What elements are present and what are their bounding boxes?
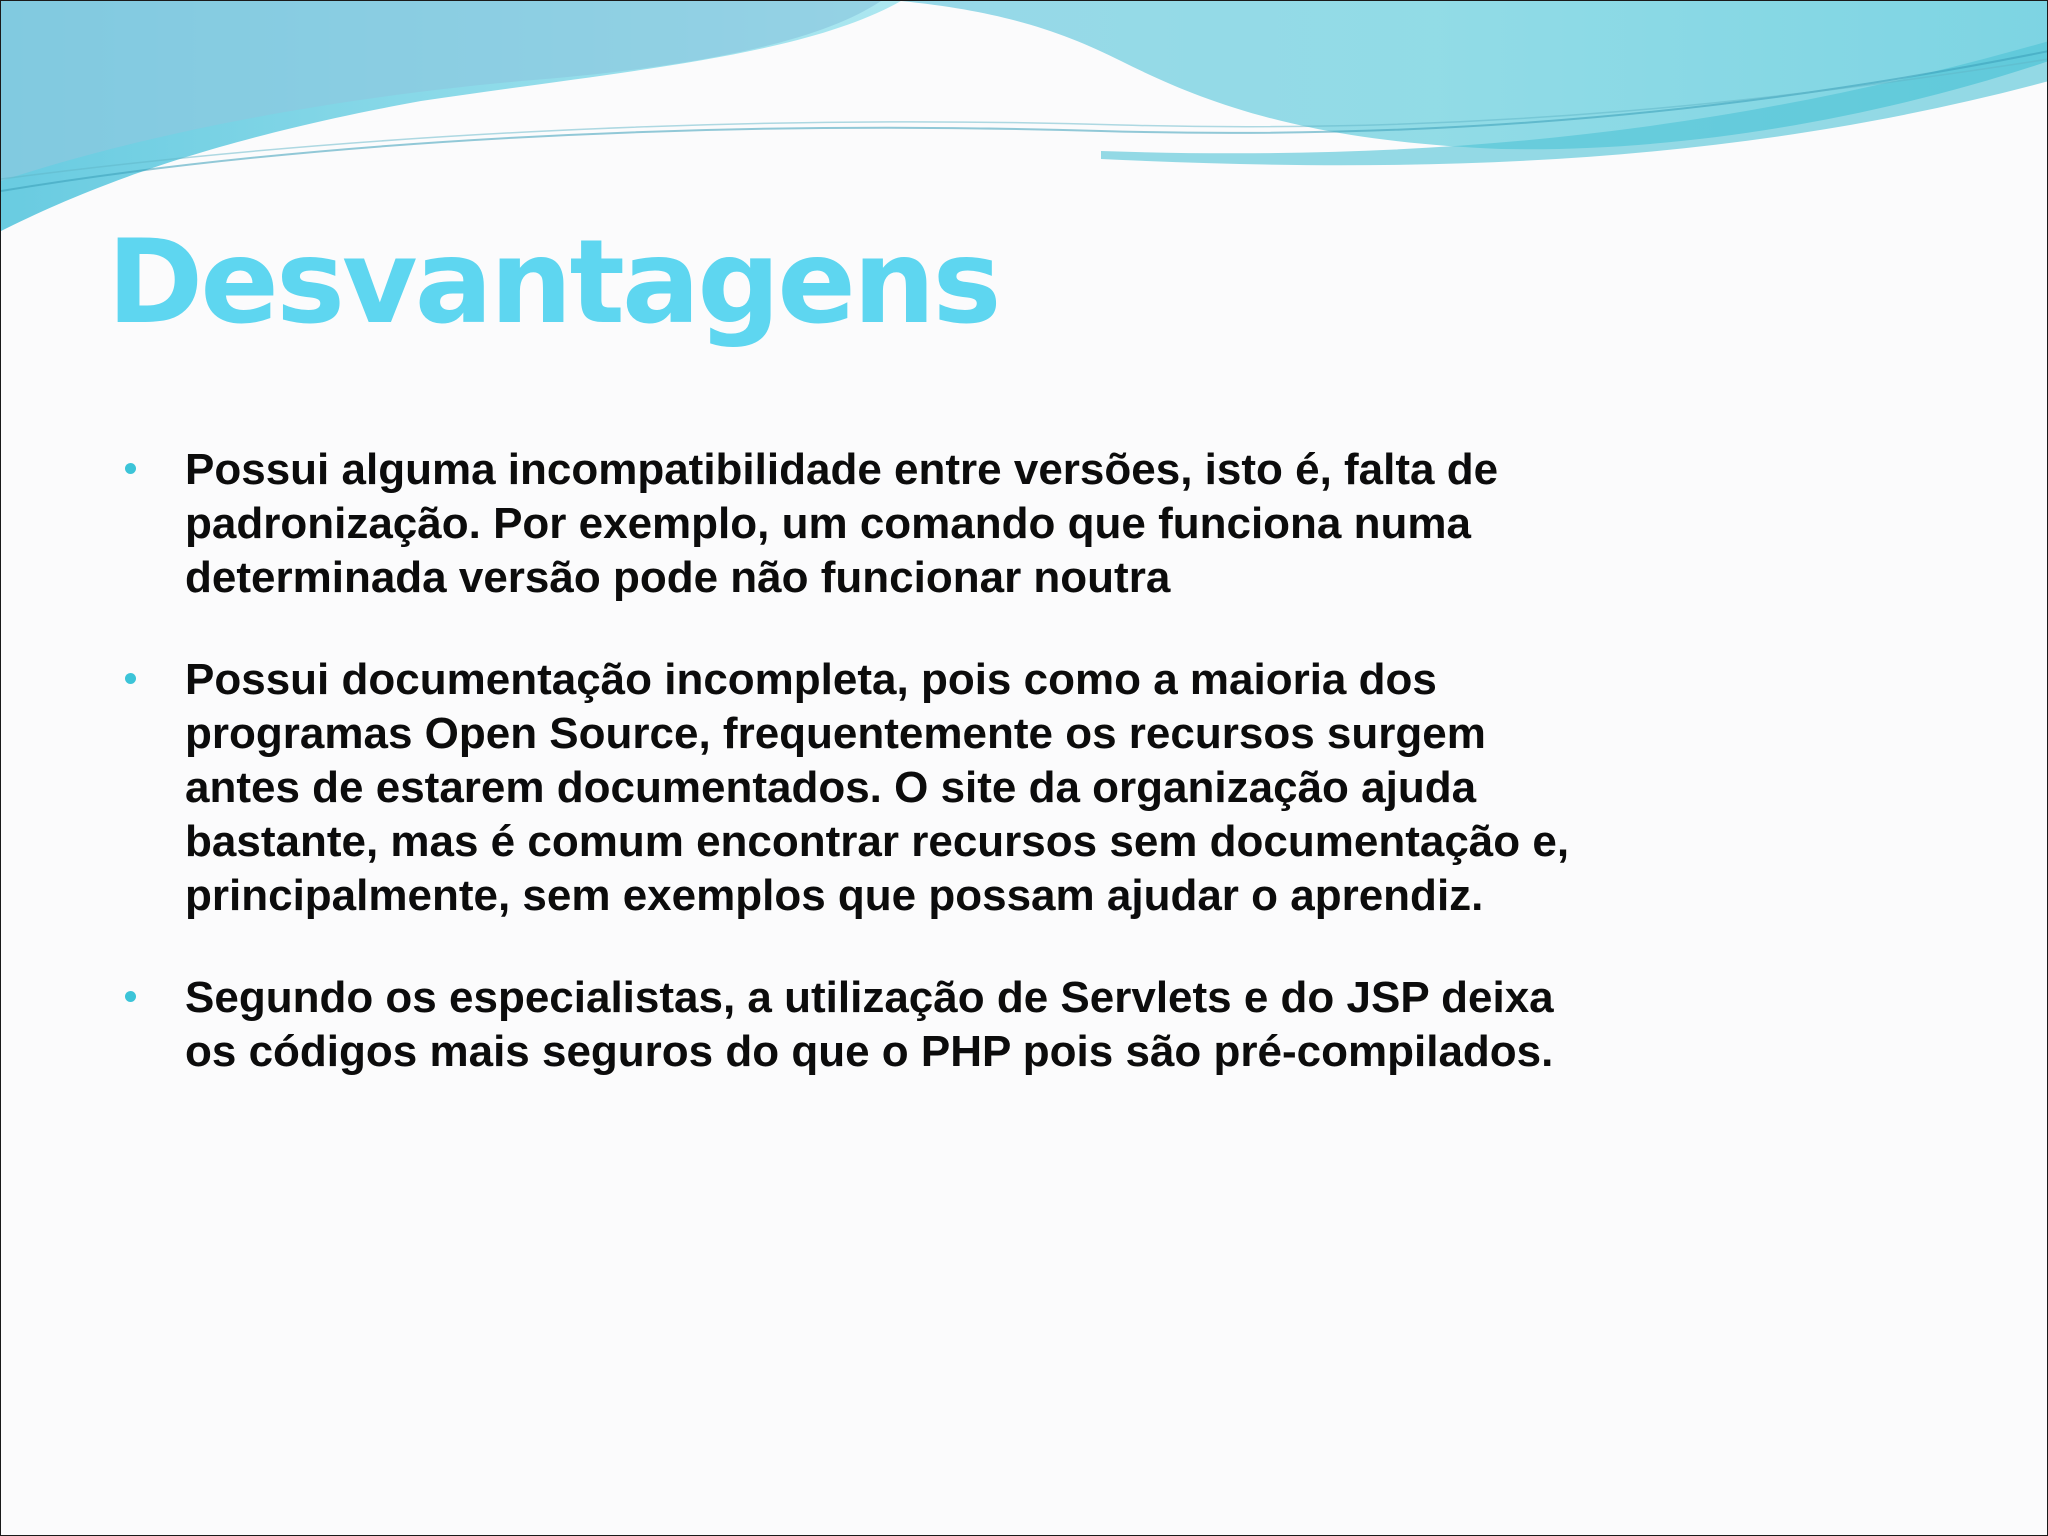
bullet-marker-icon: [125, 673, 136, 684]
bullet-line: programas Open Source, frequentemente os recursos surgem: [185, 709, 1486, 758]
bullet-list: [119, 443, 1939, 1127]
bullet-line: bastante, mas é comum encontrar recursos sem documentação e,: [185, 817, 1570, 866]
bullet-line: determinada versão pode não funcionar noutra: [185, 553, 1171, 602]
bullet-line: os códigos mais seguros do que o PHP pois são pré-compilados.: [185, 1027, 1554, 1076]
bullet-line: Possui documentação incompleta, pois como a maioria dos: [185, 655, 1437, 704]
slide-title: Desvantagens: [107, 215, 999, 350]
wave-header-decoration: [1, 1, 2048, 241]
bullet-marker-icon: [125, 991, 136, 1002]
bullet-line: principalmente, sem exemplos que possam ajudar o aprendiz.: [185, 871, 1484, 920]
bullet-line: antes de estarem documentados. O site da organização ajuda: [185, 763, 1477, 812]
bullet-line: Segundo os especialistas, a utilização de Servlets e do JSP deixa: [185, 973, 1554, 1022]
bullet-item: [119, 971, 1939, 1079]
bullet-line: padronização. Por exemplo, um comando que funciona numa: [185, 499, 1471, 548]
bullet-item: [119, 653, 1939, 923]
bullet-marker-icon: [125, 463, 136, 474]
bullet-item: [119, 443, 1939, 605]
bullet-line: Possui alguma incompatibilidade entre versões, isto é, falta de: [185, 445, 1499, 494]
